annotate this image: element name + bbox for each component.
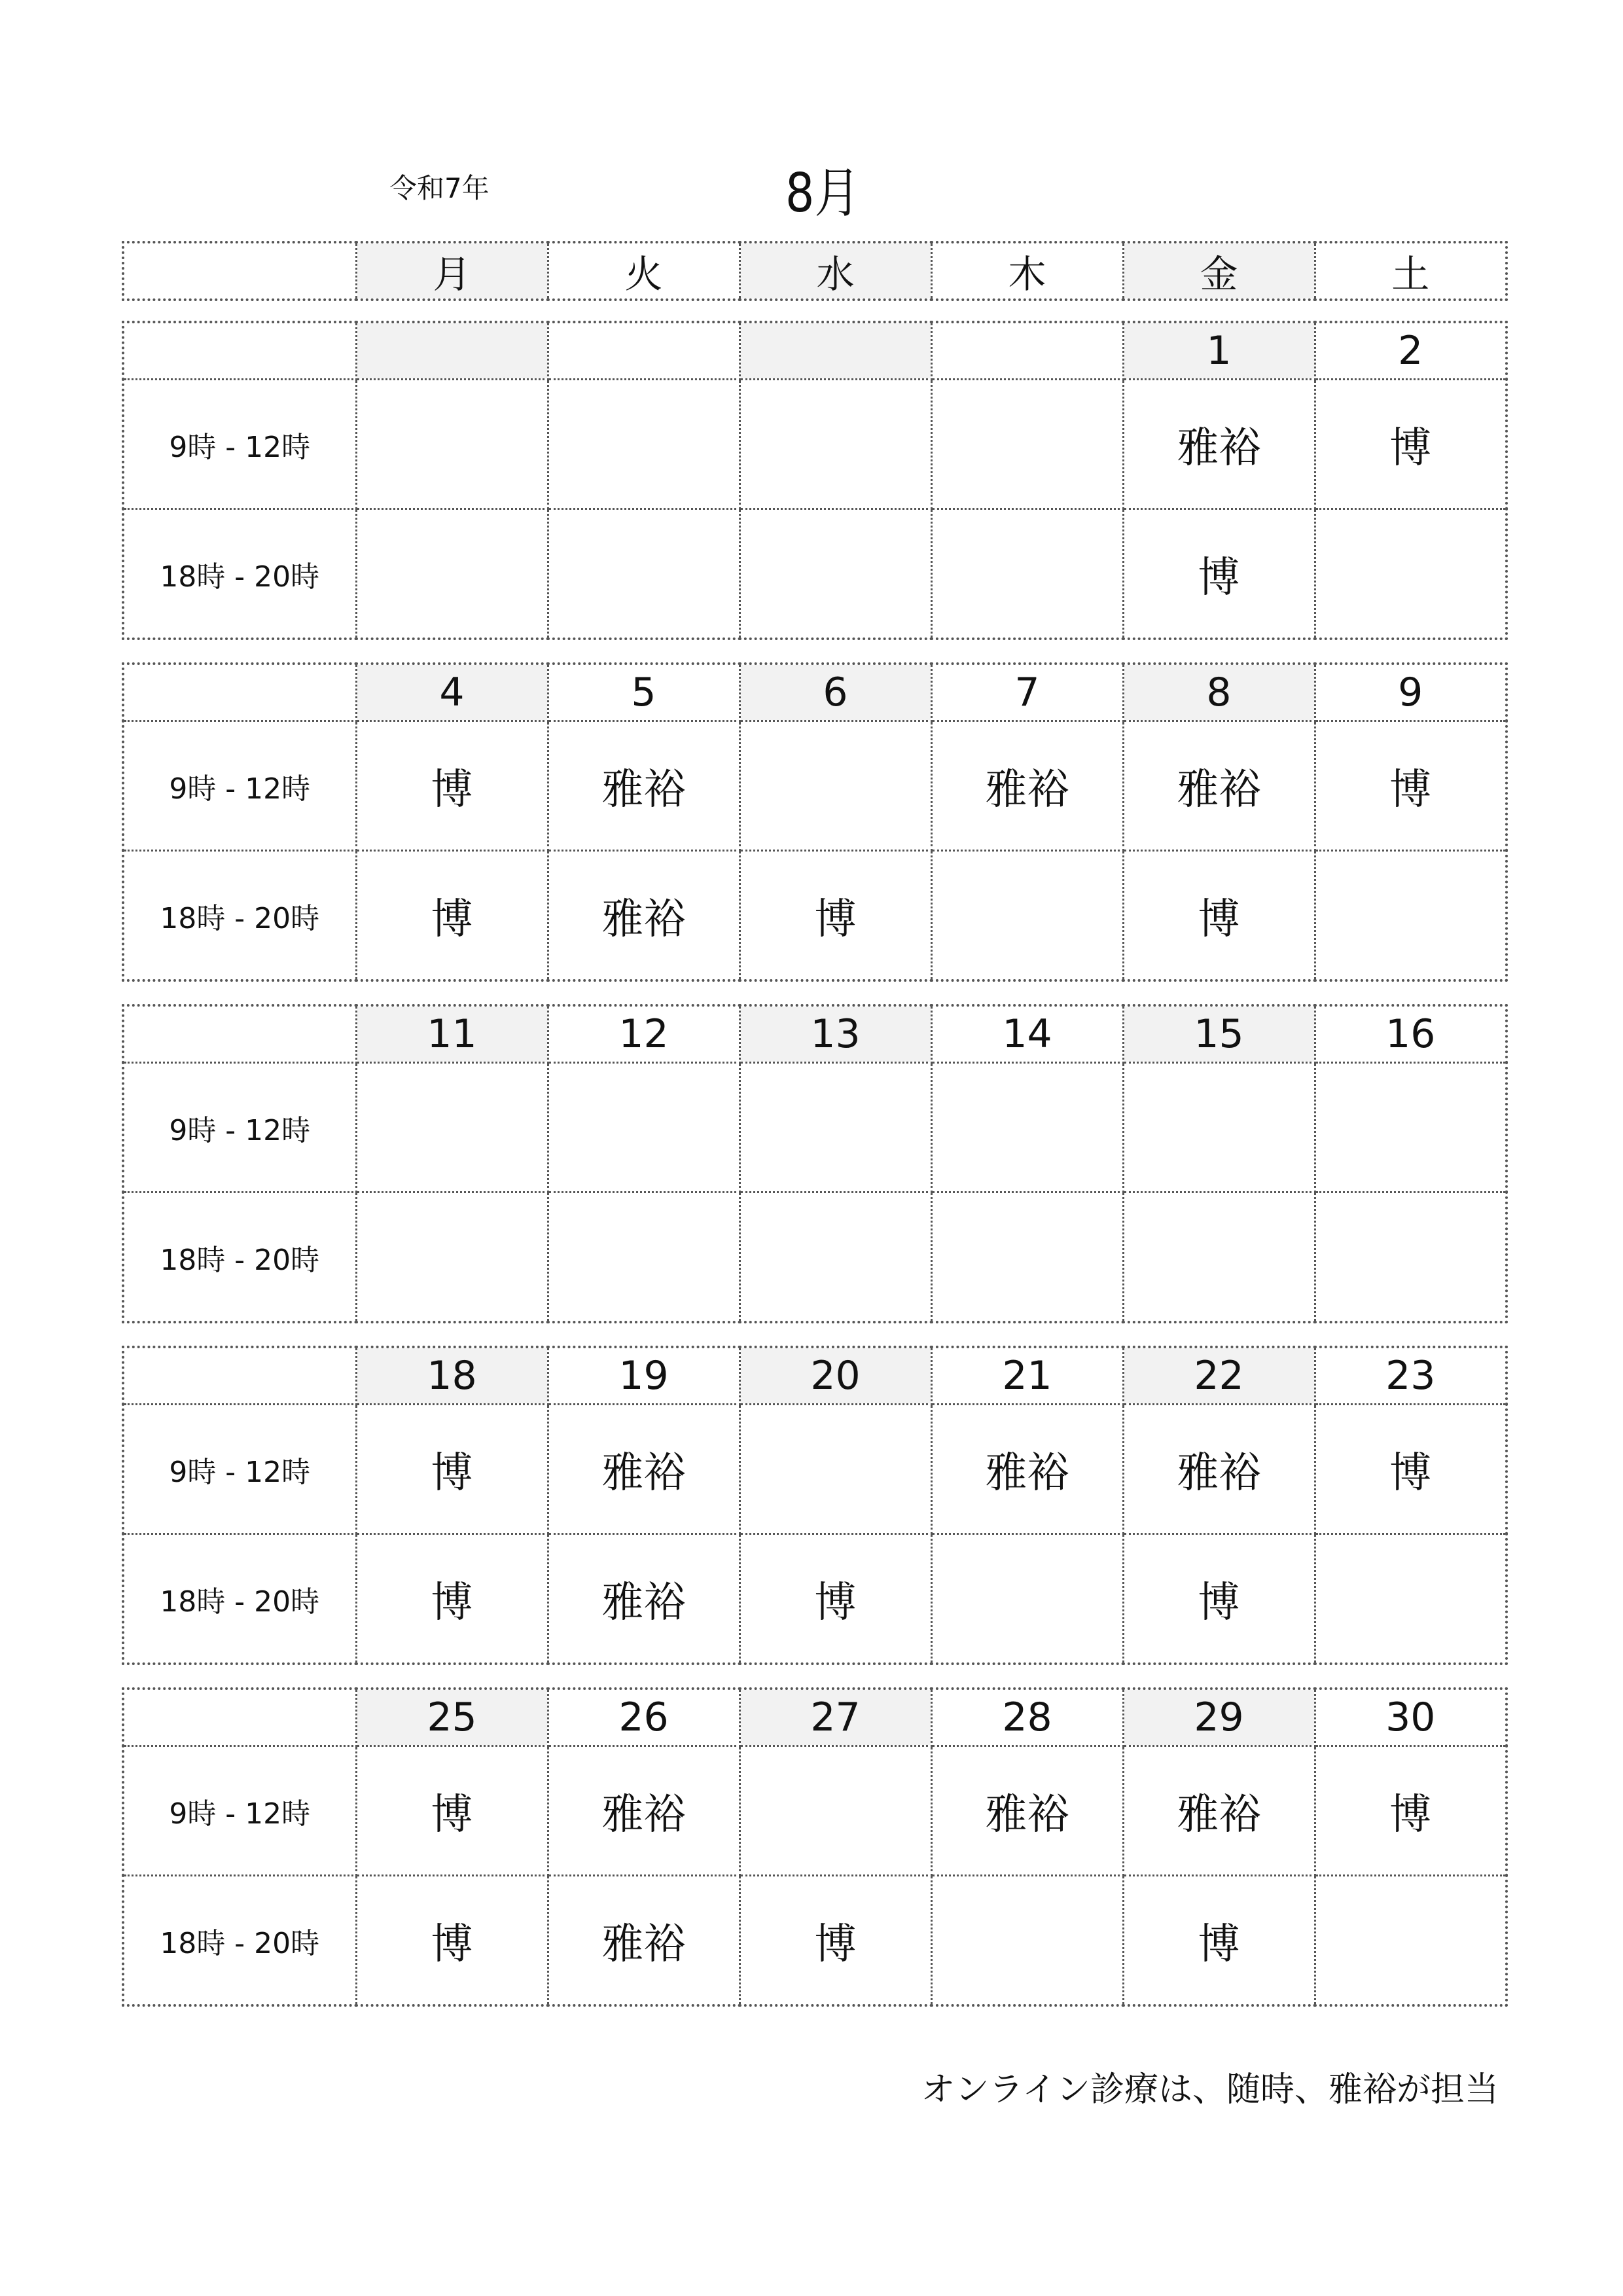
doctor-cell: 雅裕 xyxy=(1123,1746,1315,1876)
evening-slot-row xyxy=(123,1876,1507,2006)
date-cell: 6 xyxy=(740,664,931,721)
doctor-cell xyxy=(356,1193,548,1323)
date-cell: 22 xyxy=(1123,1347,1315,1405)
doctor-cell: 雅裕 xyxy=(1123,721,1315,851)
weekday-fri: 金 xyxy=(1123,242,1315,300)
date-cell xyxy=(931,322,1123,380)
doctor-cell: 博 xyxy=(1123,1534,1315,1664)
morning-slot-row xyxy=(123,1063,1507,1193)
doctor-cell xyxy=(548,1193,740,1323)
date-row xyxy=(123,322,1507,380)
morning-slot-row xyxy=(123,380,1507,509)
date-cell: 15 xyxy=(1123,1005,1315,1063)
evening-slot-row xyxy=(123,851,1507,981)
time-slot-label: 18時 - 20時 xyxy=(123,509,356,639)
weekday-header xyxy=(122,241,1508,301)
morning-slot-row xyxy=(123,721,1507,851)
doctor-cell xyxy=(548,380,740,509)
time-slot-label: 9時 - 12時 xyxy=(123,1746,356,1876)
doctor-cell xyxy=(1315,1534,1507,1664)
date-cell xyxy=(356,322,548,380)
doctor-cell xyxy=(740,509,931,639)
time-slot-label: 9時 - 12時 xyxy=(123,721,356,851)
doctor-cell xyxy=(740,721,931,851)
week-block xyxy=(122,1687,1508,2007)
date-row-label xyxy=(123,1689,356,1746)
date-row-label xyxy=(123,1005,356,1063)
date-cell: 27 xyxy=(740,1689,931,1746)
doctor-cell xyxy=(931,1063,1123,1193)
date-cell: 20 xyxy=(740,1347,931,1405)
time-slot-label: 9時 - 12時 xyxy=(123,380,356,509)
doctor-cell: 雅裕 xyxy=(548,1876,740,2006)
doctor-cell xyxy=(740,1405,931,1534)
week-block xyxy=(122,1346,1508,1665)
date-cell xyxy=(740,322,931,380)
date-cell: 5 xyxy=(548,664,740,721)
weekday-wed: 水 xyxy=(740,242,931,300)
doctor-cell: 雅裕 xyxy=(548,851,740,981)
date-cell: 26 xyxy=(548,1689,740,1746)
date-cell: 28 xyxy=(931,1689,1123,1746)
date-cell: 29 xyxy=(1123,1689,1315,1746)
doctor-cell xyxy=(931,1876,1123,2006)
doctor-cell xyxy=(1315,509,1507,639)
date-cell: 13 xyxy=(740,1005,931,1063)
date-cell: 12 xyxy=(548,1005,740,1063)
date-cell: 16 xyxy=(1315,1005,1507,1063)
weekday-mon: 月 xyxy=(356,242,548,300)
date-cell: 11 xyxy=(356,1005,548,1063)
date-row-label xyxy=(123,664,356,721)
online-consultation-note: オンライン診療は、随時、雅裕が担当 xyxy=(921,2070,1499,2109)
doctor-cell xyxy=(931,851,1123,981)
week-block xyxy=(122,1004,1508,1323)
week-block xyxy=(122,321,1508,640)
doctor-cell: 雅裕 xyxy=(548,721,740,851)
doctor-cell xyxy=(1123,1063,1315,1193)
doctor-cell xyxy=(740,380,931,509)
doctor-cell xyxy=(740,1063,931,1193)
doctor-cell: 博 xyxy=(356,1405,548,1534)
date-cell: 2 xyxy=(1315,322,1507,380)
date-cell: 9 xyxy=(1315,664,1507,721)
doctor-cell: 雅裕 xyxy=(1123,1405,1315,1534)
date-cell: 1 xyxy=(1123,322,1315,380)
corner-cell xyxy=(123,242,356,300)
doctor-cell xyxy=(740,1193,931,1323)
doctor-cell xyxy=(1315,851,1507,981)
time-slot-label: 18時 - 20時 xyxy=(123,1876,356,2006)
date-row-label xyxy=(123,322,356,380)
doctor-cell: 雅裕 xyxy=(1123,380,1315,509)
time-slot-label: 9時 - 12時 xyxy=(123,1405,356,1534)
doctor-cell: 雅裕 xyxy=(931,1405,1123,1534)
time-slot-label: 18時 - 20時 xyxy=(123,1193,356,1323)
date-cell xyxy=(548,322,740,380)
date-row xyxy=(123,1005,1507,1063)
doctor-cell: 博 xyxy=(1315,380,1507,509)
date-cell: 30 xyxy=(1315,1689,1507,1746)
time-slot-label: 9時 - 12時 xyxy=(123,1063,356,1193)
date-cell: 18 xyxy=(356,1347,548,1405)
date-cell: 8 xyxy=(1123,664,1315,721)
time-slot-label: 18時 - 20時 xyxy=(123,851,356,981)
doctor-cell: 博 xyxy=(356,851,548,981)
doctor-cell: 博 xyxy=(356,1534,548,1664)
doctor-cell: 博 xyxy=(1123,851,1315,981)
doctor-cell: 博 xyxy=(1123,1876,1315,2006)
date-cell: 14 xyxy=(931,1005,1123,1063)
doctor-cell: 博 xyxy=(740,1876,931,2006)
time-slot-label: 18時 - 20時 xyxy=(123,1534,356,1664)
doctor-cell: 博 xyxy=(1315,721,1507,851)
doctor-cell: 博 xyxy=(1315,1746,1507,1876)
evening-slot-row xyxy=(123,509,1507,639)
date-cell: 23 xyxy=(1315,1347,1507,1405)
morning-slot-row xyxy=(123,1746,1507,1876)
date-cell: 25 xyxy=(356,1689,548,1746)
weekday-sat: 土 xyxy=(1315,242,1507,300)
weekday-thu: 木 xyxy=(931,242,1123,300)
doctor-cell: 博 xyxy=(356,1746,548,1876)
date-row xyxy=(123,664,1507,721)
weekday-tue: 火 xyxy=(548,242,740,300)
era-year: 令和7年 xyxy=(389,172,490,204)
date-cell: 21 xyxy=(931,1347,1123,1405)
doctor-cell: 雅裕 xyxy=(548,1405,740,1534)
doctor-cell xyxy=(1315,1063,1507,1193)
week-block xyxy=(122,662,1508,982)
evening-slot-row xyxy=(123,1534,1507,1664)
doctor-cell: 博 xyxy=(740,851,931,981)
doctor-cell xyxy=(1315,1876,1507,2006)
date-cell: 4 xyxy=(356,664,548,721)
doctor-cell xyxy=(1123,1193,1315,1323)
doctor-cell xyxy=(356,380,548,509)
doctor-cell xyxy=(356,509,548,639)
month-title: 8月 xyxy=(785,162,861,224)
doctor-cell: 雅裕 xyxy=(548,1534,740,1664)
doctor-cell: 雅裕 xyxy=(931,721,1123,851)
doctor-cell xyxy=(1315,1193,1507,1323)
date-row xyxy=(123,1689,1507,1746)
doctor-cell xyxy=(548,1063,740,1193)
morning-slot-row xyxy=(123,1405,1507,1534)
doctor-cell xyxy=(931,380,1123,509)
evening-slot-row xyxy=(123,1193,1507,1323)
doctor-cell xyxy=(740,1746,931,1876)
date-cell: 7 xyxy=(931,664,1123,721)
doctor-cell: 博 xyxy=(356,1876,548,2006)
doctor-cell xyxy=(548,509,740,639)
doctor-cell: 博 xyxy=(1123,509,1315,639)
date-row-label xyxy=(123,1347,356,1405)
doctor-cell: 博 xyxy=(740,1534,931,1664)
doctor-cell: 雅裕 xyxy=(548,1746,740,1876)
doctor-cell xyxy=(356,1063,548,1193)
date-row xyxy=(123,1347,1507,1405)
date-cell: 19 xyxy=(548,1347,740,1405)
doctor-cell: 博 xyxy=(356,721,548,851)
doctor-cell xyxy=(931,1534,1123,1664)
doctor-cell xyxy=(931,1193,1123,1323)
doctor-cell: 雅裕 xyxy=(931,1746,1123,1876)
doctor-cell xyxy=(931,509,1123,639)
doctor-cell: 博 xyxy=(1315,1405,1507,1534)
